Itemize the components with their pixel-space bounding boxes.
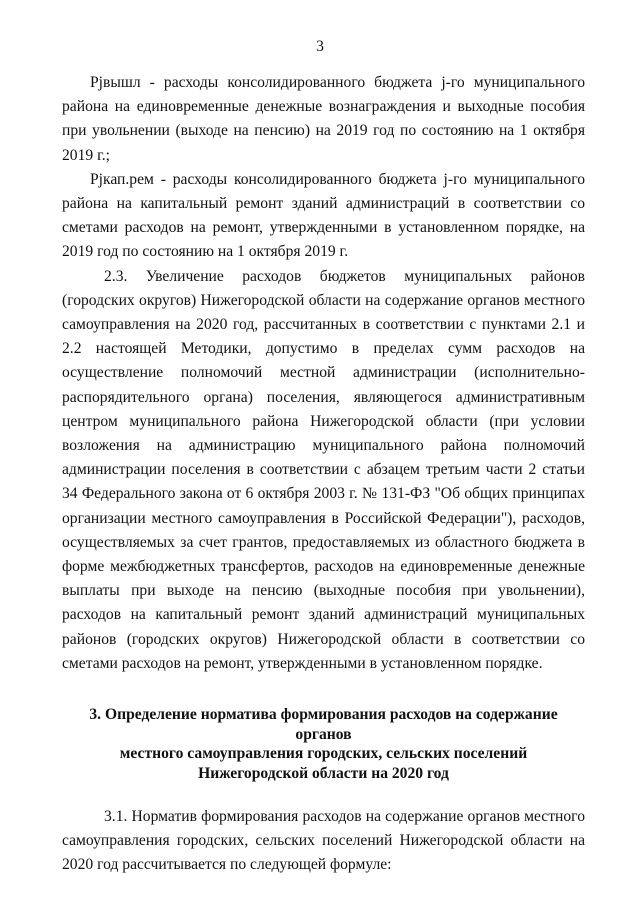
section-3-heading (62, 705, 585, 783)
section-heading-line-3: Нижегородской области на 2020 год (198, 764, 449, 782)
paragraph-rj-vyshl: Pjвышл - расходы консолидированного бюджета j-го муниципального района на единовременные денежные вознаграждения и выходные пособия при увольнении (выходе на пенсию) на 2019 год по состоянию на 1 октября 2019 г.; (62, 74, 585, 164)
page-number: 3 (316, 38, 324, 55)
document-body (62, 71, 585, 878)
paragraph-3-1: 3.1. Норматив формирования расходов на содержание органов местного самоуправления городских, сельских поселений Нижегородской области на 2020 год рассчитывается по следующей формуле: (62, 808, 585, 874)
section-heading-line-2: местного самоуправления городских, сельских поселений (119, 745, 528, 763)
paragraph-2-3: 2.3. Увеличение расходов бюджетов муниципальных районов (городских округов) Нижегородской области на содержание органов местного самоуправления на 2020 год, рассчитанных в соответствии с пунктами 2.1 и 2.2 настоящей Методики, допустимо в пределах сумм расходов на осуществление полномочий местной администрации (исполнительно-распорядительного органа) поселения, являющегося административным центром муниципального района Нижегородской области (при условии возложения на администрацию муниципального района полномочий администрации поселения в соответствии с абзацем третьим части 2 статьи 34 Федерального закона от 6 октября 2003 г. № 131-ФЗ "Об общих принципах организации местного самоуправления в Российской Федерации"), расходов, осуществляемых за счет грантов, предоставляемых из областного бюджета в форме межбюджетных трансфертов, расходов на единовременные денежные выплаты при выходе на пенсию (выходные пособия при увольнении), расходов на капитальный ремонт зданий администраций муниципальных районов (городских округов) Нижегородской области в соответствии со сметами расходов на ремонт, утвержденными в установленном порядке. (62, 267, 585, 672)
paragraph-rj-kap-rem: Pjкап.рем - расходы консолидированного бюджета j-го муниципального района на капитальный ремонт зданий администраций в соответствии со сметами расходов на ремонт, утвержденными в установленном порядке, на 2019 год по состоянию на 1 октября 2019 г. (62, 170, 585, 261)
section-heading-line-1: 3. Определение норматива формирования расходов на содержание органов (89, 706, 558, 743)
